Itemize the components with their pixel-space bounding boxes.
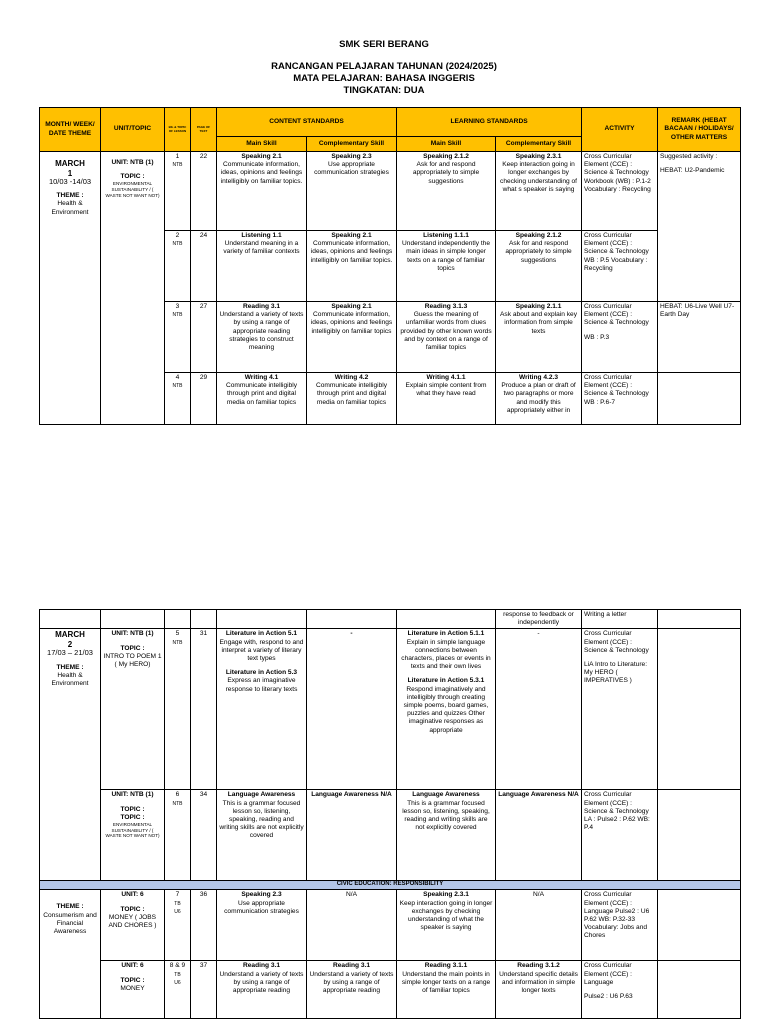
book-code: NTB bbox=[172, 241, 183, 248]
ls-main-cell bbox=[397, 890, 496, 961]
lesson-cell bbox=[165, 302, 191, 373]
lesson-number: 8 & 9 bbox=[169, 962, 186, 970]
skill-title: Listening 1.1.1 bbox=[423, 232, 469, 239]
activity-workbook: WB : P.3 bbox=[584, 333, 610, 341]
skill-title: Reading 3.1 bbox=[332, 962, 370, 970]
activity-cell bbox=[582, 302, 658, 373]
week-number: 1 bbox=[67, 168, 73, 178]
skill-title: Writing 4.2.3 bbox=[518, 374, 559, 381]
skill-text: Understand a variety of texts by using a range of appropriate reading strategies to construct meaning bbox=[219, 311, 304, 352]
cs-comp-cell bbox=[307, 302, 397, 373]
lesson-number: 1 bbox=[175, 153, 180, 160]
activity-header: ACTIVITY bbox=[582, 108, 658, 152]
form-title: TINGKATAN: DUA bbox=[343, 85, 425, 96]
skill-title: Speaking 2.1 bbox=[331, 232, 372, 239]
skill-title: Literature in Action 5.3.1 bbox=[407, 677, 485, 685]
skill-title: Writing 4.2 bbox=[334, 374, 369, 381]
skill-text: Explain simple content from what they have read bbox=[405, 382, 487, 398]
cs-comp-cell: - bbox=[307, 629, 397, 790]
skill-text: Express an imaginative response to literary texts bbox=[225, 677, 298, 693]
theme-value: Health & Environment bbox=[51, 671, 89, 688]
month-header: MONTH/ WEEK/ DATE THEME bbox=[40, 108, 101, 152]
lesson-cell bbox=[165, 629, 191, 790]
ls-main-cell bbox=[397, 961, 496, 1019]
skill-text: Guess the meaning of unfamiliar words from clues provided by other known words and by context on a range of familiar topics bbox=[400, 311, 492, 352]
table-row bbox=[40, 629, 741, 790]
activity-lia: LiA Intro to Literature: My HERO ( IMPERATIVES ) bbox=[584, 661, 648, 685]
skill-title: Language Awareness bbox=[227, 791, 296, 799]
skill-text: Keep interaction going in longer exchanges by checking understanding of what the speaker is saying bbox=[399, 899, 493, 932]
ls-comp-cell: Language Awareness N/A bbox=[496, 790, 582, 881]
skill-title: Speaking 2.1.1 bbox=[515, 303, 562, 310]
topic-label: TOPIC : bbox=[120, 905, 145, 913]
skill-title: Literature in Action 5.1 bbox=[225, 630, 298, 638]
skill-text: Explain in simple language connections between characters, places or events in texts and their own lives bbox=[401, 638, 491, 671]
civic-education-band: CIVIC EDUCATION: RESPONSIBILITY bbox=[40, 881, 741, 890]
unit-label: UNIT: NTB (1) bbox=[111, 630, 154, 638]
skill-title: Reading 3.1.1 bbox=[424, 962, 468, 970]
week-dates: 17/03 – 21/03 bbox=[47, 648, 93, 658]
skill-title: Writing 4.1 bbox=[244, 374, 279, 381]
activity-cell: Cross Curricular Element (CCE) : Science & Technology WB : P.6-7 bbox=[582, 373, 658, 425]
unit-cell bbox=[101, 629, 165, 790]
page-number: 24 bbox=[191, 231, 217, 302]
unit-cell bbox=[101, 790, 165, 881]
unit-code: U6 bbox=[174, 908, 181, 915]
skill-text: Communicate information, ideas, opinions and feelings intelligibly on familiar topics. bbox=[220, 161, 303, 185]
subject-title: MATA PELAJARAN: BAHASA INGGERIS bbox=[293, 73, 475, 84]
activity-text: Cross Curricular Element (CCE) : Science & Technology bbox=[584, 303, 649, 327]
skill-title: Reading 3.1.2 bbox=[517, 962, 560, 970]
skill-title: Speaking 2.3.1 bbox=[423, 891, 469, 899]
skill-title: Speaking 2.3 bbox=[331, 153, 372, 160]
book-code: NTB bbox=[172, 800, 183, 807]
activity-cell: Cross Curricular Element (CCE) : Language Pulse2 : U6 P.62 WB: P.32-33 Vocabulary: Jobs and Chores bbox=[582, 890, 658, 961]
skill-text: Communicate intelligibly through print and digital media on familiar topics bbox=[225, 382, 298, 406]
skill-title: Reading 3.1 bbox=[242, 303, 280, 310]
skill-text: Understand meaning in a variety of familiar contexts bbox=[223, 240, 300, 256]
lesson-cell bbox=[165, 961, 191, 1019]
page-header: PAGE OF TEXT bbox=[191, 108, 217, 152]
civic-education-row bbox=[40, 881, 741, 890]
activity-text: Cross Curricular Element (CCE) : Language bbox=[584, 962, 632, 986]
lesson-number: 3 bbox=[175, 303, 180, 310]
unit-cell bbox=[101, 890, 165, 961]
topic-label: TOPIC : bbox=[120, 173, 145, 181]
lesson-cell bbox=[165, 231, 191, 302]
book-code: TB bbox=[174, 971, 181, 978]
lesson-cell bbox=[165, 890, 191, 961]
skill-title: Speaking 2.1.2 bbox=[515, 232, 562, 239]
book-code: TB bbox=[174, 900, 181, 907]
unit-label: UNIT: NTB (1) bbox=[111, 791, 154, 799]
remark-text: Suggested activity : bbox=[660, 153, 718, 160]
lesson-cell bbox=[165, 373, 191, 425]
skill-text: Communicate information, ideas, opinions and feelings intelligibly on familiar topics. bbox=[310, 240, 393, 264]
activity-pulse: Pulse2 : U6 P.63 bbox=[584, 993, 633, 1001]
week-cell bbox=[40, 890, 101, 1019]
skill-text: Use appropriate communication strategies bbox=[314, 161, 389, 177]
week-dates: 10/03 -14/03 bbox=[48, 177, 92, 186]
skill-title: Reading 3.1.3 bbox=[424, 303, 468, 310]
unit-cell bbox=[101, 961, 165, 1019]
book-code: NTB bbox=[172, 639, 183, 646]
skill-title: Reading 3.1 bbox=[242, 962, 280, 970]
remark-cell bbox=[658, 890, 741, 961]
skill-text: Communicate information, ideas, opinions and feelings intelligibly on familiar topics bbox=[310, 311, 393, 335]
activity-cell: Cross Curricular Element (CCE) : Science & Technology WB : P.5 Vocabulary : Recycling bbox=[582, 231, 658, 302]
topic-label: TOPIC : bbox=[120, 805, 145, 813]
skill-text: Ask for and respond appropriately to simple suggestions bbox=[412, 161, 480, 185]
table-row bbox=[40, 610, 741, 629]
skill-text: Understand a variety of texts by using a range of appropriate reading bbox=[309, 970, 394, 995]
activity-cell bbox=[582, 629, 658, 790]
month-label: MARCH bbox=[55, 630, 85, 640]
skill-title: Speaking 2.1.2 bbox=[423, 153, 469, 160]
theme-label: THEME : bbox=[56, 192, 84, 200]
table-row bbox=[40, 890, 741, 961]
page-number: 34 bbox=[191, 790, 217, 881]
ls-comp-cell bbox=[496, 152, 582, 231]
activity-cell bbox=[582, 961, 658, 1019]
week-cell bbox=[40, 152, 101, 425]
ls-comp-cell: N/A bbox=[496, 890, 582, 961]
skill-text: Keep interaction going in longer exchanges by checking understanding of what s speaker is saying bbox=[500, 161, 578, 193]
unit-cell bbox=[101, 152, 165, 425]
remark-cell bbox=[658, 373, 741, 425]
lesson-cell bbox=[165, 790, 191, 881]
lesson-number: 2 bbox=[175, 232, 180, 239]
cs-main-cell bbox=[217, 961, 307, 1019]
topic-label: TOPIC : bbox=[120, 813, 145, 821]
activity-cell: Cross Curricular Element (CCE) : Science & Technology LA : Pulse2 : P.62 WB: P.4 bbox=[582, 790, 658, 881]
skill-title: Speaking 2.1 bbox=[331, 303, 372, 310]
skill-text: Communicate intelligibly through print and digital media on familiar topics bbox=[315, 382, 388, 406]
cs-comp-cell: Language Awareness N/A bbox=[307, 790, 397, 881]
page-number: 22 bbox=[191, 152, 217, 231]
table-row bbox=[40, 790, 741, 881]
remark-cell bbox=[658, 961, 741, 1019]
skill-title: Speaking 2.3.1 bbox=[515, 153, 562, 160]
skill-title: Language Awareness bbox=[412, 791, 480, 799]
lesson-plan-table-page2 bbox=[39, 609, 741, 1019]
cs-main-cell bbox=[217, 152, 307, 231]
lesson-plan-table-page1 bbox=[39, 107, 741, 425]
topic-value: INTRO TO POEM 1 ( My HERO) bbox=[103, 652, 162, 669]
skill-title: Speaking 2.3 bbox=[241, 891, 282, 899]
cs-main-cell bbox=[217, 790, 307, 881]
remark-cell bbox=[658, 152, 741, 302]
skill-text: This is a grammar focused lesson so, listening, speaking, reading and writing skills are not explicitly covered bbox=[402, 799, 490, 832]
skill-title: Literature in Action 5.3 bbox=[225, 669, 298, 677]
cs-main-cell bbox=[217, 302, 307, 373]
page-number: 27 bbox=[191, 302, 217, 373]
skill-title: Speaking 2.1 bbox=[241, 153, 282, 160]
ls-main-cell bbox=[397, 790, 496, 881]
week-number: 2 bbox=[67, 639, 73, 649]
cs-comp-cell bbox=[307, 961, 397, 1019]
ls-comp-cell bbox=[496, 302, 582, 373]
topic-value: MONEY bbox=[120, 984, 145, 992]
ls-comp-cell bbox=[496, 373, 582, 425]
remark-cell: HEBAT: U6-Live Well U7-Earth Day bbox=[658, 302, 741, 373]
skill-text: Ask about and explain key information from simple texts bbox=[500, 311, 578, 335]
skill-text: Ask for and respond appropriately to simple suggestions bbox=[505, 240, 572, 264]
cs-comp-cell bbox=[307, 373, 397, 425]
unit-code: U6 bbox=[174, 979, 181, 986]
cs-comp-cell bbox=[307, 152, 397, 231]
theme-label: THEME : bbox=[56, 903, 84, 911]
skill-text: Engage with, respond to and interpret a variety of literary text types bbox=[219, 638, 304, 663]
book-code: NTB bbox=[172, 312, 183, 319]
cs-comp-cell bbox=[307, 231, 397, 302]
skill-title: Literature in Action 5.1.1 bbox=[407, 630, 485, 638]
remark-cell bbox=[658, 629, 741, 790]
unit-label: UNIT: NTB (1) bbox=[111, 159, 154, 166]
lesson-number: 7 bbox=[175, 891, 180, 899]
ls-comp-cell bbox=[496, 231, 582, 302]
lesson-header: BIL & TOPIC OF LESSON bbox=[165, 108, 191, 152]
theme-label: THEME : bbox=[56, 663, 84, 671]
lesson-cell bbox=[165, 152, 191, 231]
book-code: NTB bbox=[172, 162, 183, 169]
cs-main-cell bbox=[217, 890, 307, 961]
learning-standards-header: LEARNING STANDARDS bbox=[397, 108, 582, 137]
topic-label: TOPIC : bbox=[120, 644, 145, 652]
table-row bbox=[40, 152, 741, 231]
topic-value: MONEY ( JOBS AND CHORES ) bbox=[108, 913, 157, 930]
activity-cell: Cross Curricular Element (CCE) : Science & Technology Workbook (WB) : P.1-2 Vocabulary : Recycling bbox=[582, 152, 658, 231]
ls-comp-skill-header: Complementary Skill bbox=[496, 137, 582, 152]
book-code: NTB bbox=[172, 383, 183, 390]
plan-title: RANCANGAN PELAJARAN TAHUNAN (2024/2025) bbox=[271, 61, 497, 72]
remark-hebat: HEBAT: U2-Pandemic bbox=[660, 167, 725, 175]
unit-label: UNIT: 6 bbox=[121, 891, 144, 899]
lesson-number: 4 bbox=[175, 374, 180, 381]
skill-text: Understand a variety of texts by using a range of appropriate reading bbox=[219, 970, 304, 995]
skill-title: Writing 4.1.1 bbox=[426, 374, 466, 381]
remark-cell bbox=[658, 790, 741, 881]
topic-value: ENVIRONMENTAL SUSTAINABILITY / ( WASTE NOT WANT NOT) bbox=[105, 181, 160, 198]
lesson-number: 6 bbox=[175, 791, 180, 799]
page-number: 29 bbox=[191, 373, 217, 425]
lesson-number: 5 bbox=[175, 630, 180, 638]
skill-text: Produce a plan or draft of two paragraphs or more and modify this appropriately either in bbox=[501, 382, 576, 414]
theme-value: Consumerism and Financial Awareness bbox=[43, 911, 97, 936]
ls-comp-cell bbox=[496, 961, 582, 1019]
content-standards-header: CONTENT STANDARDS bbox=[217, 108, 397, 137]
week-cell bbox=[40, 629, 101, 881]
ls-main-cell bbox=[397, 152, 496, 231]
activity-text: Cross Curricular Element (CCE) : Science & Technology bbox=[584, 630, 649, 654]
skill-title: Listening 1.1 bbox=[241, 232, 282, 239]
ls-main-cell bbox=[397, 373, 496, 425]
activity-cell: Writing a letter bbox=[582, 610, 658, 629]
ls-main-cell bbox=[397, 629, 496, 790]
cs-main-cell bbox=[217, 373, 307, 425]
ls-main-cell bbox=[397, 302, 496, 373]
skill-text: Use appropriate communication strategies bbox=[224, 899, 299, 915]
ls-main-cell bbox=[397, 231, 496, 302]
month-label: MARCH bbox=[55, 159, 85, 168]
ls-main-skill-header: Main Skill bbox=[397, 137, 496, 152]
unit-header: UNIT/TOPIC bbox=[101, 108, 165, 152]
skill-text: Understand independently the main ideas in simple longer texts on a range of familiar topics bbox=[402, 240, 490, 272]
skill-text: Understand specific details and information in simple longer texts bbox=[499, 970, 578, 995]
table-row bbox=[40, 961, 741, 1019]
skill-text: Respond imaginatively and intelligibly through creating simple poems, board games, puzzles and quizzes Other imaginative responses as appropriate bbox=[403, 685, 489, 734]
topic-label: TOPIC : bbox=[120, 976, 145, 984]
page-number: 31 bbox=[191, 629, 217, 790]
school-name: SMK SERI BERANG bbox=[339, 39, 429, 50]
theme-value: Health & Environment bbox=[51, 200, 89, 216]
unit-label: UNIT: 6 bbox=[121, 962, 144, 970]
skill-text: This is a grammar focused lesson so, listening, speaking, reading and writing skills are not explicitly covered bbox=[219, 799, 304, 840]
cs-main-skill-header: Main Skill bbox=[217, 137, 307, 152]
cs-main-cell bbox=[217, 231, 307, 302]
page-number: 36 bbox=[191, 890, 217, 961]
page-number: 37 bbox=[191, 961, 217, 1019]
topic-value: ENVIRONMENTAL SUSTAINABILITY / ( WASTE NOT WANT NOT) bbox=[105, 822, 160, 839]
cs-main-cell bbox=[217, 629, 307, 790]
remark-header: REMARK (HEBAT BACAAN / HOLIDAYS/ OTHER MATTERS bbox=[658, 108, 741, 152]
skill-text: Understand the main points in simple longer texts on a range of familiar topics bbox=[401, 970, 491, 995]
ls-comp-cell: - bbox=[496, 629, 582, 790]
ls-comp-cell: response to feedback or independently bbox=[496, 610, 582, 629]
cs-comp-cell: N/A bbox=[307, 890, 397, 961]
cs-comp-skill-header: Complementary Skill bbox=[307, 137, 397, 152]
